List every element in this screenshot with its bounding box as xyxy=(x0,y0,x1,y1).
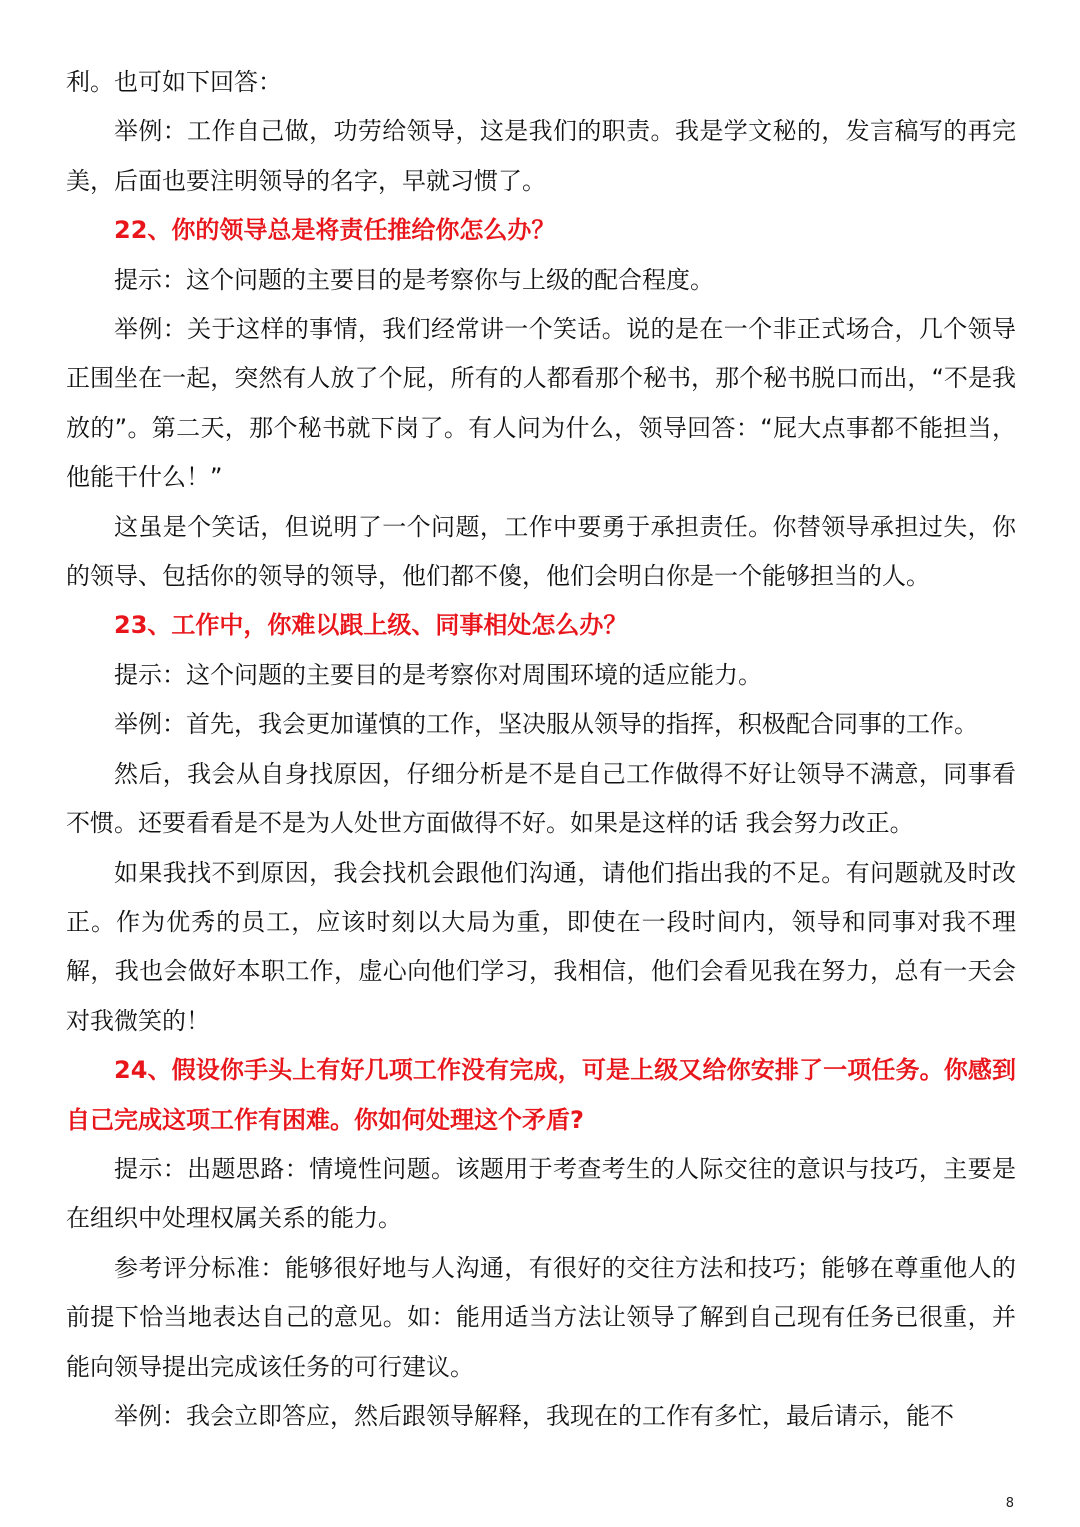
example-paragraph: 举例：关于这样的事情，我们经常讲一个笑话。说的是在一个非正式场合，几个领导正围坐在一起，突然有人放了个屁，所有的人都看那个秘书，那个秘书脱口而出，“不是我放的”。第二天，那个秘书就下岗了。有人问为什么，领导回答：“屁大点事都不能担当，他能干什么！” xyxy=(66,315,1016,492)
hint-paragraph: 提示：这个问题的主要目的是考察你与上级的配合程度。 xyxy=(114,265,714,294)
example-paragraph: 举例：我会立即答应，然后跟领导解释，我现在的工作有多忙，最后请示，能不 xyxy=(114,1401,954,1430)
body-paragraph: 这虽是个笑话，但说明了一个问题，工作中要勇于承担责任。你替领导承担过失，你的领导、包括你的领导的领导，他们都不傻，他们会明白你是一个能够担当的人。 xyxy=(66,512,1016,591)
question-heading-24: 24、假设你手头上有好几项工作没有完成，可是上级又给你安排了一项任务。你感到自己完成这项工作有困难。你如何处理这个矛盾? xyxy=(66,1056,1016,1134)
page-number: 8 xyxy=(1005,1496,1014,1511)
question-heading-23: 23、工作中，你难以跟上级、同事相处怎么办？ xyxy=(114,611,628,640)
body-paragraph: 如果我找不到原因，我会找机会跟他们沟通，请他们指出我的不足。有问题就及时改正。作为优秀的员工，应该时刻以大局为重，即使在一段时间内，领导和同事对我不理解，我也会做好本职工作，虚心向他们学习，我相信，他们会看见我在努力，总有一天会对我微笑的！ xyxy=(66,858,1016,1035)
example-paragraph: 举例：首先，我会更加谨慎的工作，坚决服从领导的指挥，积极配合同事的工作。 xyxy=(114,710,978,739)
hint-paragraph: 提示：这个问题的主要目的是考察你对周围环境的适应能力。 xyxy=(114,660,762,689)
body-paragraph: 然后，我会从自身找原因，仔细分析是不是自己工作做得不好让领导不满意，同事看不惯。还要看看是不是为人处世方面做得不好。如果是这样的话 我会努力改正。 xyxy=(66,759,1016,838)
question-heading-22: 22、你的领导总是将责任推给你怎么办？ xyxy=(114,216,556,245)
example-paragraph: 举例：工作自己做，功劳给领导，这是我们的职责。我是学文秘的，发言稿写的再完美，后面也要注明领导的名字，早就习惯了。 xyxy=(66,117,1016,195)
hint-paragraph: 提示：出题思路：情境性问题。该题用于考查考生的人际交往的意识与技巧，主要是在组织中处理权属关系的能力。 xyxy=(66,1154,1016,1233)
continuation-paragraph: 利。也可如下回答： xyxy=(66,68,282,96)
scoring-criteria-paragraph: 参考评分标准：能够很好地与人沟通，有很好的交往方法和技巧；能够在尊重他人的前提下恰当地表达自己的意见。如：能用适当方法让领导了解到自己现有任务已很重，并能向领导提出完成该任务的可行建议。 xyxy=(66,1253,1016,1381)
document-page xyxy=(66,58,1016,1441)
